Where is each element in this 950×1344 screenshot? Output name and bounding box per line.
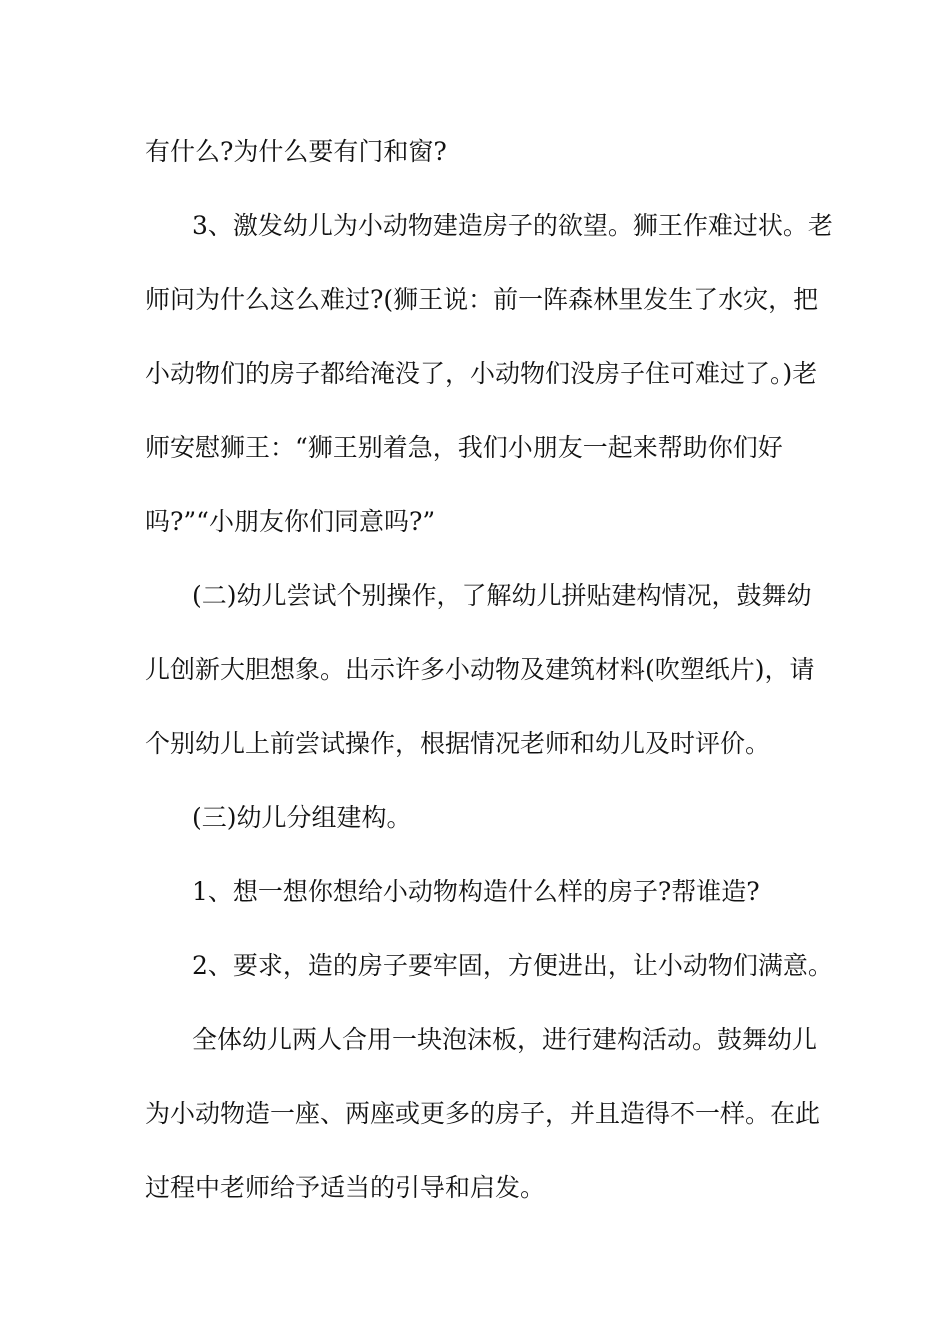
paragraph-step3-line-4: 师安慰狮王：“狮王别着急，我们小朋友一起来帮助你们好 [145,433,783,462]
paragraph-step3-line-3: 小动物们的房子都给淹没了，小动物们没房子住可难过了。)老 [145,359,818,388]
paragraph-step3-line-2: 师问为什么这么难过?(狮王说：前一阵森林里发生了水灾，把 [145,285,819,314]
paragraph-section2-line-1: (二)幼儿尝试个别操作，了解幼儿拼贴建构情况，鼓舞幼 [192,581,812,610]
paragraph-activity-line-2: 为小动物造一座、两座或更多的房子，并且造得不一样。在此 [145,1099,821,1128]
paragraph-activity-line-1: 全体幼儿两人合用一块泡沫板，进行建构活动。鼓舞幼儿 [192,1025,818,1054]
paragraph-step3-line-5: 吗?”“小朋友你们同意吗?” [145,507,436,536]
paragraph-step3-line-1: 3、激发幼儿为小动物建造房子的欲望。狮王作难过状。老 [192,211,833,240]
paragraph-section2-line-3: 个别幼儿上前尝试操作，根据情况老师和幼儿及时评价。 [145,729,771,758]
paragraph-item1-line-1: 1、想一想你想给小动物构造什么样的房子?帮谁造? [192,877,760,906]
paragraph-item2-line-1: 2、要求，造的房子要牢固，方便进出，让小动物们满意。 [192,951,833,980]
paragraph-activity-line-3: 过程中老师给予适当的引导和启发。 [145,1173,546,1202]
paragraph-section3-line-1: (三)幼儿分组建构。 [192,803,412,832]
paragraph-section2-line-2: 儿创新大胆想象。出示许多小动物及建筑材料(吹塑纸片)，请 [145,655,815,684]
paragraph-continuation-line-1: 有什么?为什么要有门和窗? [145,137,447,166]
